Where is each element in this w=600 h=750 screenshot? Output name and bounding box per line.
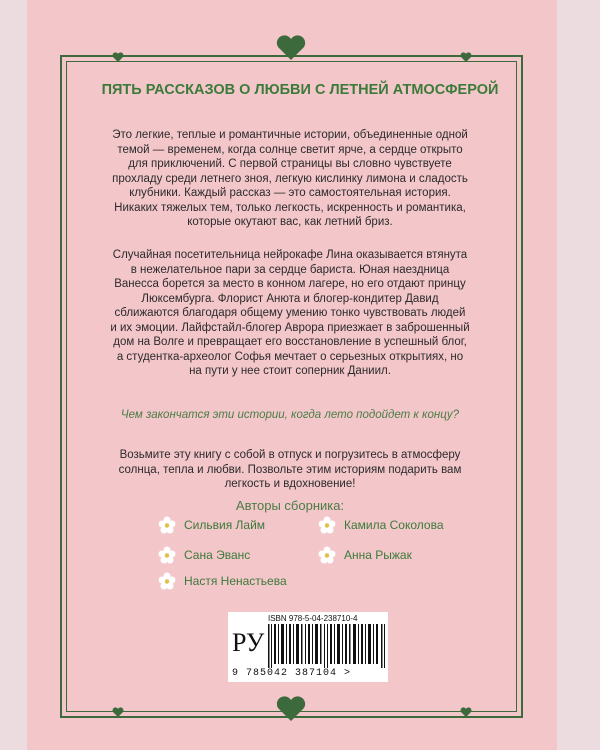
author-name: Сана Эванс (184, 548, 251, 562)
isbn-text: ISBN 978-5-04-238710-4 (268, 614, 358, 623)
small-heart-icon (460, 705, 472, 723)
flower-icon (158, 572, 176, 590)
plot-paragraph: Случайная посетительница нейрокафе Лина оказывается втянута в нежелательное пари за сердце бариста. Юная наездница Ванесса борется за место в конном лагере, но его отдают принцу Люксембурга. Флорист Анюта и блогер-кондитер Давид сближаются благодаря общему умению тонко чувствовать людей и их эмоции. Лайфстайл-блогер Аврора приезжает в заброшенный дом на Волге и превращает его восстановление в успешный блог, а студентка-археолог Софья мечтает о серьезных открытиях, но на пути у нее стоит соперник Даниил. (110, 249, 470, 377)
small-heart-icon (460, 50, 472, 68)
author-name: Камила Соколова (344, 518, 444, 532)
flower-icon (158, 546, 176, 564)
small-heart-icon (112, 50, 124, 68)
authors-heading: Авторы сборника: (235, 498, 345, 513)
heart-icon (276, 35, 306, 61)
flower-icon (318, 546, 336, 564)
author-name: Сильвия Лайм (184, 518, 266, 532)
author-item (318, 546, 412, 564)
author-item (158, 572, 287, 590)
flower-icon (158, 516, 176, 534)
author-item (158, 546, 250, 564)
closing-paragraph: Возьмите эту книгу с собой в отпуск и погрузитесь в атмосферу солнца, тепла и любви. Позвольте этим историям подарить вам легкость и вдохновение! (118, 449, 462, 490)
heart-icon (276, 696, 306, 722)
author-item (158, 516, 265, 534)
tagline-quote: Чем закончатся эти истории, когда лето подойдет к концу? (120, 409, 460, 421)
barcode (268, 624, 386, 668)
author-name: Анна Рыжак (344, 548, 412, 562)
description-paragraph: Это легкие, теплые и романтичные истории, объединенные одной темой — временем, когда солнце светит ярче, а сердце открыто для приключений. С первой страницы вы словно чувствуете прохладу среди летнего зноя, легкую кислинку лимона и сладость клубники. Каждый рассказ — это самостоятельная история. Никаких тяжелых тем, только легкость, искренность и романтика, которые окутают вас, как летний бриз. (112, 129, 468, 228)
small-heart-icon (112, 705, 124, 723)
author-item (318, 516, 444, 534)
publisher-logo: РУ (232, 628, 265, 657)
author-name: Настя Ненастьева (184, 574, 287, 588)
cover-title: ПЯТЬ РАССКАЗОВ О ЛЮБВИ С ЛЕТНЕЙ АТМОСФЕРОЙ (101, 82, 499, 98)
barcode-number: 9 785042 387104 > (232, 668, 352, 679)
flower-icon (318, 516, 336, 534)
